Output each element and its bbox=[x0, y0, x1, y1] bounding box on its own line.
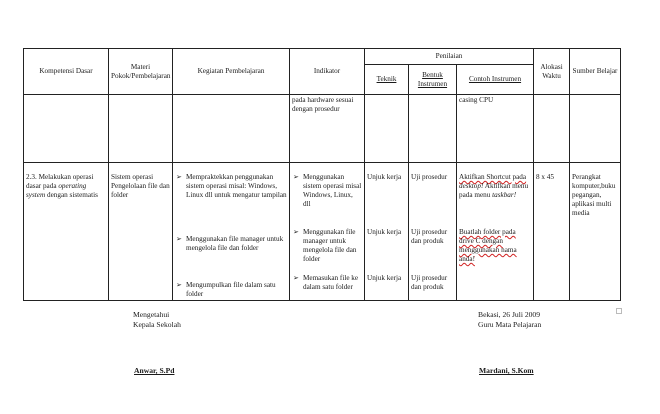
signature-left-name: Anwar, S.Pd bbox=[134, 366, 175, 375]
signature-left: Mengetahui Kepala Sekolah bbox=[133, 310, 181, 330]
signature-right-name: Mardani, S.Kom bbox=[479, 366, 534, 375]
arrow-bullet-icon: ➢ bbox=[176, 281, 182, 289]
row2-materi: Sistem operasi Pengelolaan file dan folder bbox=[109, 163, 173, 301]
header-kompetensi: Kompetensi Dasar bbox=[24, 49, 109, 95]
signature-right: Bekasi, 26 Juli 2009 Guru Mata Pelajaran bbox=[478, 310, 542, 330]
row1-contoh: casing CPU bbox=[457, 95, 534, 163]
header-sumber: Sumber Belajar bbox=[570, 49, 621, 95]
arrow-bullet-icon: ➢ bbox=[293, 274, 299, 282]
arrow-bullet-icon: ➢ bbox=[176, 235, 182, 243]
cell-empty bbox=[365, 95, 409, 163]
row2-sumber: Perangkat komputer,buku pegangan, aplikasi multi media bbox=[570, 163, 621, 301]
row2-indikator bbox=[290, 163, 365, 301]
row2-alokasi: 8 x 45 bbox=[534, 163, 570, 301]
cell-empty bbox=[173, 95, 290, 163]
row2-kompetensi: 2.3. Melakukan operasi dasar pada operating system dengan sistematis bbox=[24, 163, 109, 301]
row2-teknik: Unjuk kerja Unjuk kerja Unjuk kerja bbox=[365, 163, 409, 301]
list-item: ➢ Mengumpulkan file dalam satu folder bbox=[176, 281, 276, 298]
arrow-bullet-icon: ➢ bbox=[293, 228, 299, 236]
list-item: ➢ Menggunakan file manager untuk mengelola file dan folder bbox=[293, 228, 357, 263]
header-contoh: Contoh Instrumen bbox=[457, 65, 534, 95]
header-alokasi: Alokasi Waktu bbox=[534, 49, 570, 95]
row2-kegiatan bbox=[173, 163, 290, 301]
cell-empty bbox=[24, 95, 109, 163]
list-item: ➢ Menggunakan sistem operasi misal Windows, Linux, dll bbox=[293, 173, 362, 208]
row1-indikator: pada hardware sesuai dengan prosedur bbox=[290, 95, 365, 163]
table-row bbox=[24, 95, 621, 163]
cell-empty bbox=[109, 95, 173, 163]
header-teknik: Teknik bbox=[365, 65, 409, 95]
list-item: ➢ Memasukan file ke dalam satu folder bbox=[293, 274, 359, 291]
list-item: ➢ Menggunakan file manager untuk mengelola file dan folder bbox=[176, 235, 284, 252]
header-indikator: Indikator bbox=[290, 49, 365, 95]
row2-contoh: Aktifkan Shortcut pada desktop! Aktifkan menu pada menu taskbar! Buatlah folder pada drive C dengan menggunakan nama anda! bbox=[457, 163, 534, 301]
page-corner-mark bbox=[616, 308, 622, 314]
row2-bentuk: Uji prosedur Uji prosedur dan produk Uji prosedur dan produk bbox=[409, 163, 457, 301]
cell-empty bbox=[534, 95, 570, 163]
table-row bbox=[24, 163, 621, 301]
list-item: ➢ Mempraktekkan penggunakan sistem operasi misal: Windows, Linux dll untuk mengatur tampilan bbox=[176, 173, 287, 199]
header-penilaian: Penilaian bbox=[365, 49, 534, 65]
header-materi: Materi Pokok/Pembelajaran bbox=[109, 49, 173, 95]
cell-empty bbox=[570, 95, 621, 163]
syllabus-table bbox=[23, 48, 621, 301]
arrow-bullet-icon: ➢ bbox=[176, 173, 182, 181]
header-bentuk: Bentuk Instrumen bbox=[409, 65, 457, 95]
arrow-bullet-icon: ➢ bbox=[293, 173, 299, 181]
cell-empty bbox=[409, 95, 457, 163]
header-kegiatan: Kegiatan Pembelajaran bbox=[173, 49, 290, 95]
